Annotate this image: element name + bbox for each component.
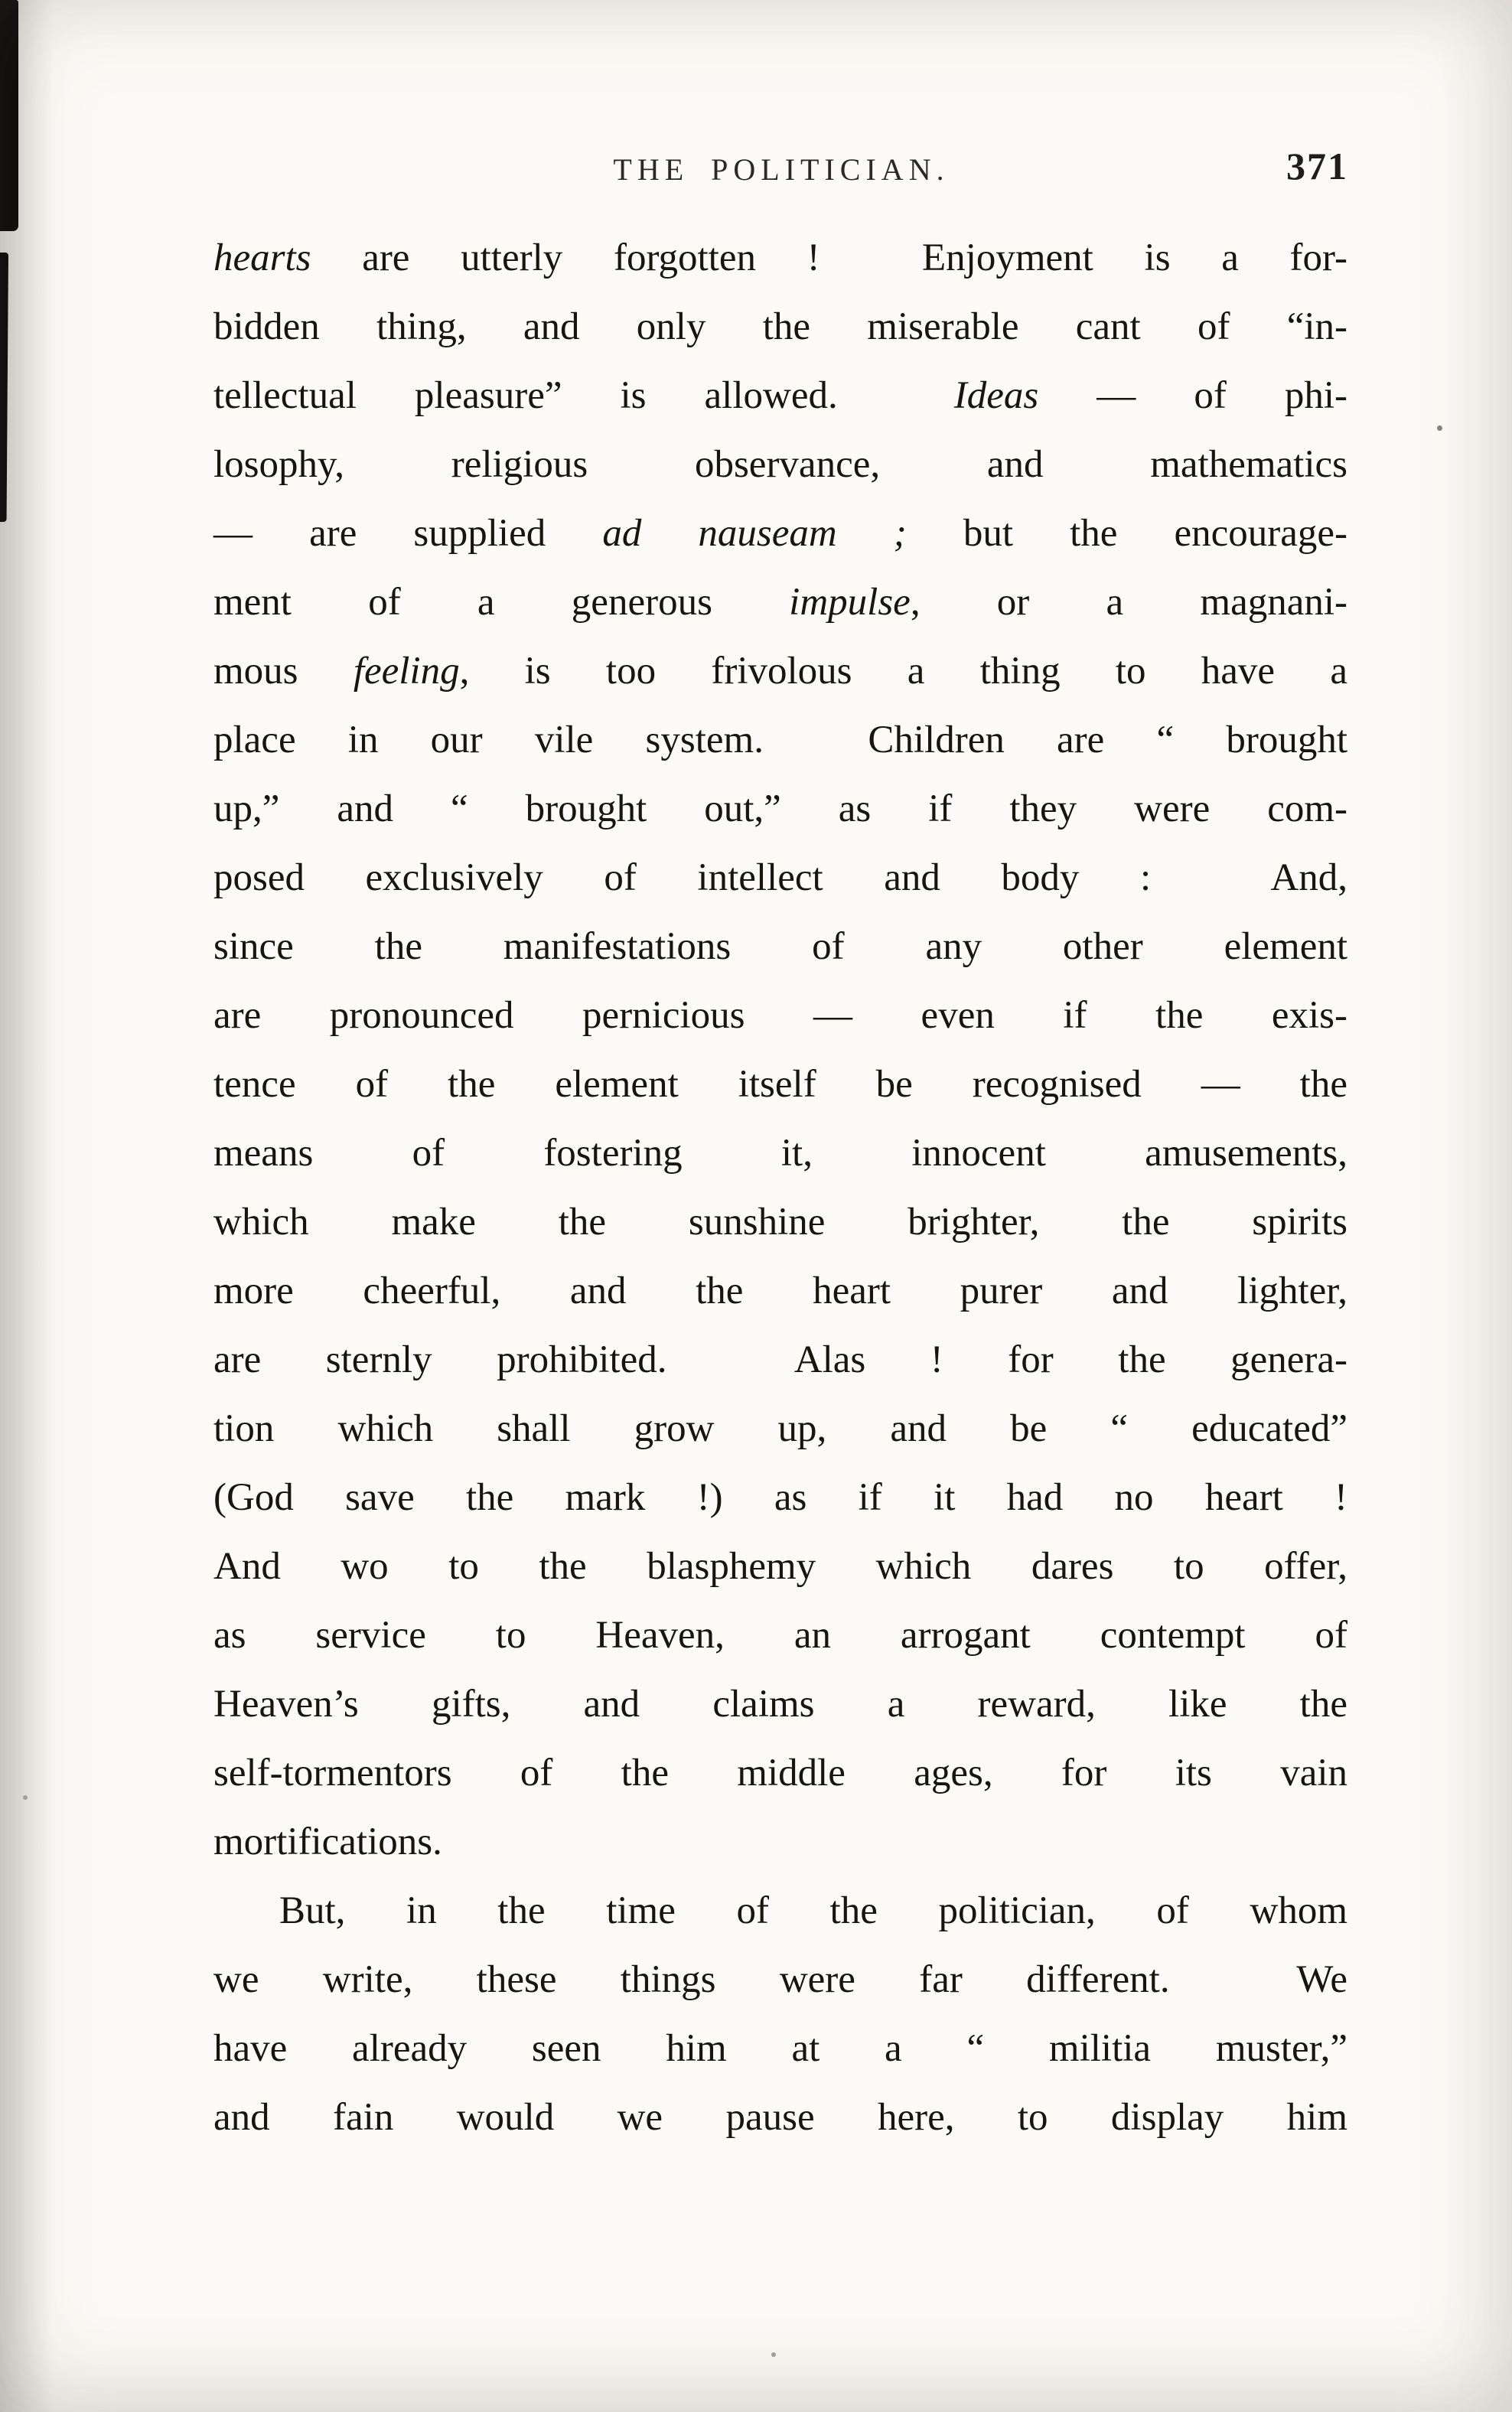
text-line <box>213 1050 1347 1119</box>
text-line <box>213 1325 1347 1394</box>
text-line <box>213 568 1347 637</box>
text-segment: are pronounced pernicious — even if the exis- <box>213 994 1347 1037</box>
text-line <box>213 1119 1347 1188</box>
text-segment: are utterly forgotten ! Enjoyment is a for- <box>311 236 1347 279</box>
text-line <box>213 1601 1347 1670</box>
italic-text-segment: Ideas <box>953 374 1039 417</box>
text-line <box>213 843 1347 912</box>
text-line <box>213 981 1347 1050</box>
text-line <box>213 1670 1347 1739</box>
text-line <box>213 912 1347 981</box>
italic-text-segment: hearts <box>213 236 311 279</box>
text-line <box>213 1876 1347 1945</box>
text-line <box>213 292 1347 361</box>
italic-text-segment: impulse <box>789 581 911 624</box>
text-block <box>213 223 1347 2152</box>
text-segment: and fain would we pause here, to display him <box>213 2096 1347 2139</box>
text-segment: ment of a generous <box>213 581 790 624</box>
text-segment: But, in the time of the politician, of whom <box>279 1889 1347 1932</box>
text-line <box>213 361 1347 430</box>
text-segment: up,” and “ brought out,” as if they were com- <box>213 787 1347 830</box>
text-segment: posed exclusively of intellect and body : And, <box>213 856 1347 899</box>
text-line <box>213 499 1347 568</box>
text-segment: which make the sunshine brighter, the spirits <box>213 1201 1347 1243</box>
text-line <box>213 1739 1347 1807</box>
text-line <box>213 1257 1347 1325</box>
text-segment: — of phi- <box>1038 374 1347 417</box>
text-segment: (God save the mark !) as if it had no heart ! <box>213 1476 1347 1519</box>
page-header <box>214 144 1348 197</box>
scan-speck <box>1437 425 1442 431</box>
text-segment: tence of the element itself be recognised — the <box>213 1063 1347 1106</box>
italic-text-segment: ad nauseam ; <box>602 512 907 555</box>
text-segment: tion which shall grow up, and be “ educated” <box>213 1407 1347 1450</box>
text-segment: , is too frivolous a thing to have a <box>459 650 1347 693</box>
text-line <box>213 2083 1347 2152</box>
text-segment: as service to Heaven, an arrogant contempt of <box>213 1614 1347 1657</box>
scan-artifact-top-left <box>0 0 18 231</box>
text-segment: mortifications. <box>213 1820 442 1863</box>
text-line <box>213 637 1347 706</box>
running-title: THE POLITICIAN. <box>613 152 950 187</box>
scan-speck <box>23 1795 28 1800</box>
text-segment: are sternly prohibited. Alas ! for the genera- <box>213 1338 1347 1381</box>
text-segment: And wo to the blasphemy which dares to offer, <box>213 1545 1347 1588</box>
text-segment: bidden thing, and only the miserable cant of “in- <box>213 305 1347 348</box>
text-segment: we write, these things were far different. We <box>213 1958 1347 2001</box>
text-segment: — are supplied <box>213 512 603 555</box>
text-line <box>213 430 1347 499</box>
text-line <box>213 774 1347 843</box>
text-line <box>213 2014 1347 2083</box>
text-segment: tellectual pleasure” is allowed. <box>213 374 954 417</box>
text-segment: losophy, religious observance, and mathematics <box>213 443 1347 486</box>
scan-speck <box>771 2352 776 2357</box>
text-segment: since the manifestations of any other element <box>213 925 1347 968</box>
text-segment: Heaven’s gifts, and claims a reward, like the <box>213 1683 1347 1726</box>
text-segment: place in our vile system. Children are “ brought <box>213 719 1347 761</box>
text-segment: mous <box>213 650 354 693</box>
scan-artifact-left <box>0 253 8 522</box>
text-line <box>213 706 1347 774</box>
italic-text-segment: feeling <box>353 650 460 693</box>
binding-shadow <box>0 0 54 2412</box>
text-line <box>213 1532 1347 1601</box>
text-segment: more cheerful, and the heart purer and lighter, <box>213 1270 1347 1312</box>
text-line <box>213 1463 1347 1532</box>
text-line <box>213 1188 1347 1257</box>
text-segment: have already seen him at a “ militia muster,” <box>213 2027 1347 2070</box>
text-line <box>213 223 1347 292</box>
text-segment: but the encourage- <box>906 512 1347 555</box>
page-number: 371 <box>1286 145 1348 187</box>
text-line <box>213 1807 1347 1876</box>
text-line <box>213 1945 1347 2014</box>
text-segment: , or a magnani- <box>910 581 1347 624</box>
text-segment: self-tormentors of the middle ages, for its vain <box>213 1752 1347 1794</box>
text-line <box>213 1394 1347 1463</box>
text-segment: means of fostering it, innocent amusements, <box>213 1132 1347 1175</box>
